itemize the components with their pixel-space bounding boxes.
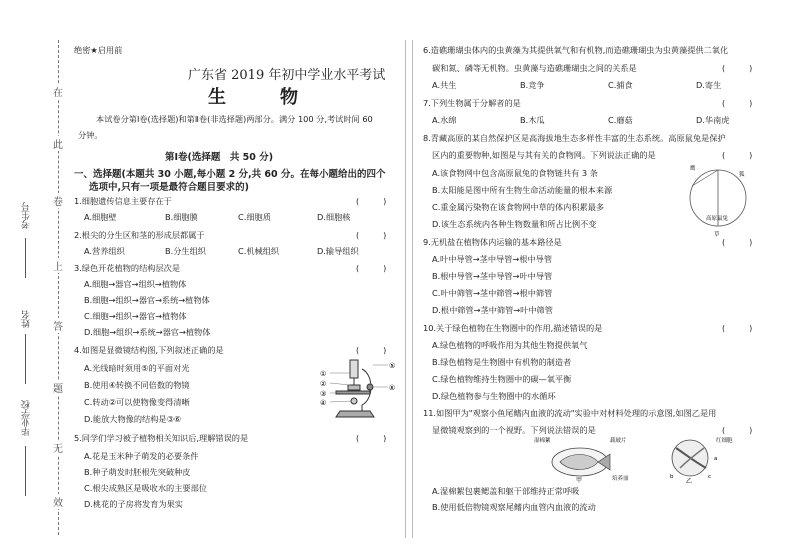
question-stem-cont: 区内的重要物种,如图是与其有关的食物网。下列说法正确的是 xyxy=(432,150,656,160)
section-title: 一、选择题(本题共 30 小题,每小题 2 分,共 60 分。在每小题给出的四个 xyxy=(74,169,386,180)
question-stem: 11.如图甲为"观察小鱼尾鳍内血液的流动"实验中对材料处理的示意图,如图乙是用 xyxy=(423,408,717,418)
answer-paren: ( ) xyxy=(356,346,387,355)
web-label-grass: 草 xyxy=(714,232,720,238)
option: B.种子萌发时胚根先突破种皮 xyxy=(84,467,191,477)
option: A.花是玉米种子萌发的必要条件 xyxy=(84,451,199,461)
option: B.使用低倍物镜观察尾鳍内血管内血液的流动 xyxy=(432,502,596,512)
question-stem: 2.根尖的分生区和茎的形成层都属于 xyxy=(74,230,205,240)
option: A.叶中导管→茎中导管→根中导管 xyxy=(432,254,553,264)
option: D.细胞→组织→系统→器官→植物体 xyxy=(84,327,211,337)
option: B.细胞→组织→器官→系统→植物体 xyxy=(84,295,210,305)
micro-label: ⑤ xyxy=(389,362,396,370)
binding-char: 无 xyxy=(52,440,64,455)
option: C.蘑菇 xyxy=(608,115,633,125)
option: A.共生 xyxy=(432,80,457,90)
answer-paren: ( ) xyxy=(722,151,753,160)
answer-paren: ( ) xyxy=(722,324,753,333)
fig-label-b: b xyxy=(670,474,674,480)
micro-label: ① xyxy=(320,370,327,378)
fig-label-c: c xyxy=(708,474,712,480)
fig-label-yi: 乙 xyxy=(686,478,693,484)
column-divider xyxy=(405,40,413,538)
option: B.太阳能是图中所有生物生命活动能量的根本来源 xyxy=(432,185,613,195)
web-label-eagle: 鹰 xyxy=(690,166,696,172)
question-stem: 8.青藏高原的某自然保护区是高海拔地生态多样性丰富的生态系统。高原鼠兔是保护 xyxy=(423,133,726,143)
option: C.细胞→组织→器官→植物体 xyxy=(84,311,187,321)
option: D.输导组织 xyxy=(317,246,359,256)
option: D.该生态系统内各种生物数量和所占比例不变 xyxy=(432,219,597,229)
micro-label: ④ xyxy=(320,399,327,407)
option: D.能放大物像的结构是③⑥ xyxy=(84,414,182,424)
option: C.细胞质 xyxy=(238,212,271,222)
answer-paren: ( ) xyxy=(356,264,387,273)
fig-label-a: a xyxy=(714,456,718,462)
option: B.细胞膜 xyxy=(165,212,198,222)
option: A.营养组织 xyxy=(84,246,125,256)
binding-char: 效 xyxy=(52,494,64,509)
web-label-fox: 狐 xyxy=(739,172,745,178)
option: B.绿色植物是生物圈中有机物的制造者 xyxy=(432,357,572,367)
label-candidate-number: 考生号 xyxy=(22,202,32,229)
binding-char: 答 xyxy=(52,318,64,333)
question-stem: 3.绿色开花植物的结构层次是 xyxy=(74,263,181,273)
option: B.竞争 xyxy=(520,80,545,90)
binding-char: 题 xyxy=(52,380,64,395)
secret-mark: 绝密★启用前 xyxy=(74,45,123,55)
fish-experiment-figure xyxy=(520,434,760,484)
option: A.水绵 xyxy=(432,115,457,125)
question-stem: 7.下列生物属于分解者的是 xyxy=(423,98,521,108)
label-name: 姓名 xyxy=(22,310,32,328)
option: C.捕食 xyxy=(608,80,633,90)
answer-paren: ( ) xyxy=(356,197,387,206)
binding-char: 卷 xyxy=(52,193,64,208)
option: C.叶中筛管→茎中筛管→根中筛管 xyxy=(432,288,553,298)
option: C.转动②可以使物像变得清晰 xyxy=(84,397,190,407)
fig-label-jia: 甲 xyxy=(576,477,583,484)
question-stem: 4.如图是显微镜结构图,下列叙述正确的是 xyxy=(74,345,224,355)
question-stem: 10.关于绿色植物在生物圈中的作用,描述错误的是 xyxy=(423,323,603,333)
fig-label-slide: 载玻片 xyxy=(610,438,627,444)
question-stem: 9.无机盐在植物体内运输的基本路径是 xyxy=(423,237,562,247)
binding-dashed-line xyxy=(58,40,59,535)
answer-paren: ( ) xyxy=(356,434,387,443)
option: B.分生组织 xyxy=(165,246,206,256)
fig-label-cotton: 湿棉絮 xyxy=(534,438,551,444)
option: A.细胞壁 xyxy=(84,212,117,222)
intro-line-1: 本试卷分第Ⅰ卷(选择题)和第Ⅱ卷(非选择题)两部分。满分 100 分,考试时间 60 xyxy=(96,114,373,124)
binding-char: 此 xyxy=(52,136,64,151)
question-stem-cont: 显微镜观察到的一个视野。下列说法错误的是 xyxy=(432,425,596,435)
micro-label: ② xyxy=(320,380,327,388)
option: D.桃花的子房将发育为果实 xyxy=(84,499,183,509)
micro-label: ③ xyxy=(320,390,327,398)
option: D.华南虎 xyxy=(696,115,730,125)
option: A.光线暗时须用⑤的平面对光 xyxy=(84,363,190,373)
question-stem-cont: 碳和氮、磷等无机物。虫黄藻与造礁珊瑚虫之间的关系是 xyxy=(432,63,637,73)
option: A.绿色植物的呼吸作用为其他生物提供氧气 xyxy=(432,340,588,350)
section-title-cont: 选项中,只有一项是最符合题目要求的) xyxy=(89,182,249,193)
micro-label: ⑥ xyxy=(389,384,396,392)
answer-paren: ( ) xyxy=(722,238,753,247)
answer-paren: ( ) xyxy=(722,426,753,435)
part-one-heading: 第Ⅰ卷(选择题 共 50 分) xyxy=(165,152,274,163)
option: D.细胞核 xyxy=(317,212,351,222)
option: C.绿色植物维持生物圈中的碳—氧平衡 xyxy=(432,374,572,384)
option: B.根中导管→茎中导管→叶中导管 xyxy=(432,271,553,281)
label-school: 毕业学校 xyxy=(22,400,32,436)
binding-margin xyxy=(0,0,96,560)
question-stem: 5.同学们学习被子植物相关知识后,理解错误的是 xyxy=(74,433,249,443)
option: C.重金属污染物在该食物网中草的体内积累最多 xyxy=(432,202,605,212)
microscope-figure xyxy=(310,355,400,425)
answer-paren: ( ) xyxy=(356,231,387,240)
exam-title: 广东省 2019 年初中学业水平考试 xyxy=(188,68,386,83)
binding-char: 在 xyxy=(52,84,64,99)
question-stem: 1.细胞遗传信息主要存在于 xyxy=(74,196,172,206)
answer-paren: ( ) xyxy=(722,99,753,108)
option: D.寄生 xyxy=(696,80,722,90)
option: B.木瓜 xyxy=(520,115,545,125)
binding-char: 上 xyxy=(52,258,64,273)
subject-title: 生 物 xyxy=(208,87,316,108)
food-web-figure xyxy=(676,160,760,238)
answer-paren: ( ) xyxy=(722,64,753,73)
fig-label-dish: 培养皿 xyxy=(612,476,629,482)
option: B.使用④转换不同倍数的物镜 xyxy=(84,380,190,390)
fig-label-rbc: 红细胞 xyxy=(716,438,733,444)
option: D.根中筛管→茎中筛管→叶中筛管 xyxy=(432,305,553,315)
web-label-pika: 高原鼠兔 xyxy=(706,216,729,222)
question-stem: 6.造礁珊瑚虫体内的虫黄藻为其提供氧气和有机物,而造礁珊瑚虫为虫黄藻提供二氧化 xyxy=(423,45,729,55)
option: A.该食物网中包含高原鼠兔的食物链共有 3 条 xyxy=(432,168,598,178)
option: C.根尖成熟区是吸收水的主要部位 xyxy=(84,483,207,493)
option: A.细胞→器官→组织→植物体 xyxy=(84,279,187,289)
option: C.机械组织 xyxy=(238,246,280,256)
option: D.绿色植物参与生物圈中的水循环 xyxy=(432,391,556,401)
option: A.湿棉絮包裹鳃盖和躯干部维持正常呼吸 xyxy=(432,486,580,496)
intro-line-2: 分钟。 xyxy=(78,130,103,140)
